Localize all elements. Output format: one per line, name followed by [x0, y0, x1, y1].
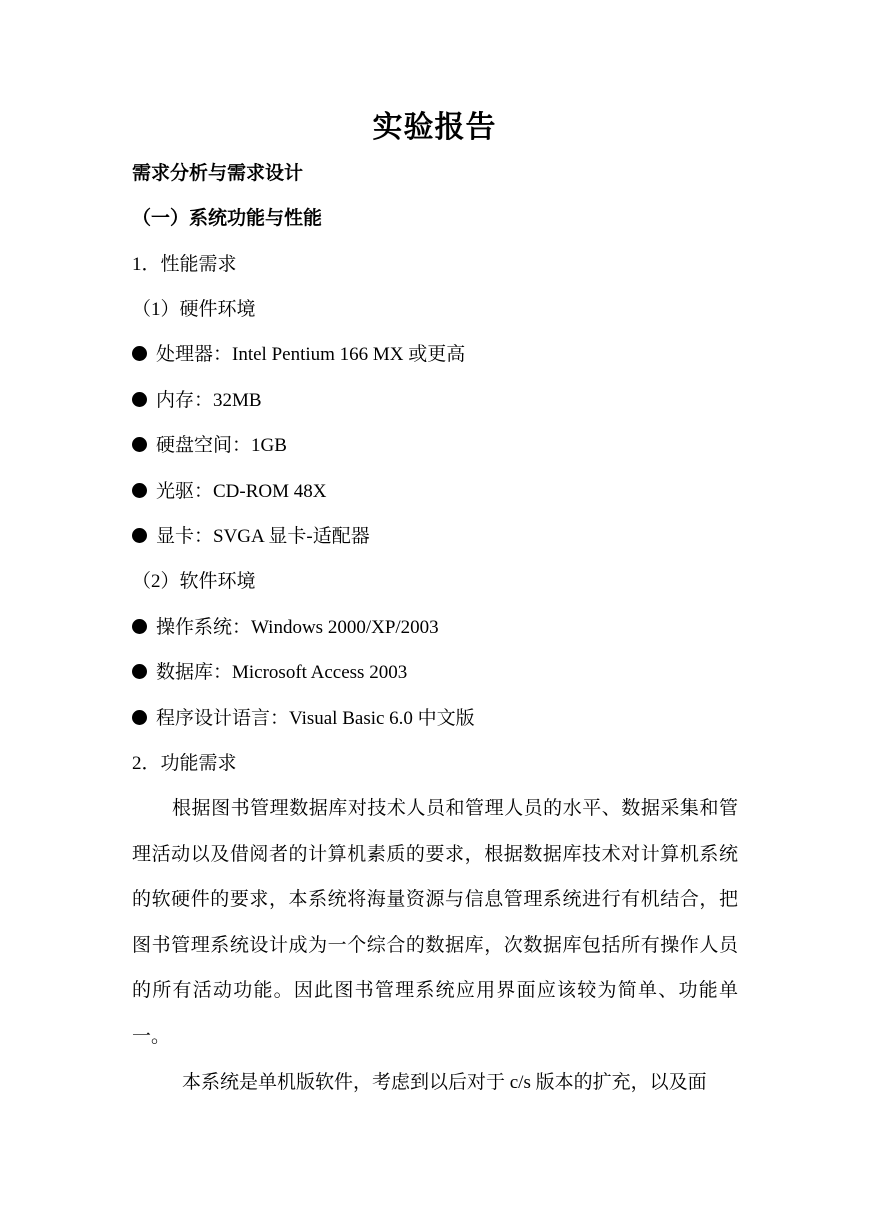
hardware-item-text: 显卡：SVGA 显卡-适配器: [156, 526, 370, 547]
hardware-item: [132, 477, 326, 507]
hardware-item: [132, 431, 287, 461]
bullet-icon: [132, 710, 147, 725]
hardware-item-text: 光驱：CD-ROM 48X: [156, 481, 327, 502]
section-heading: 需求分析与需求设计: [132, 163, 304, 184]
hardware-item-text: 内存：32MB: [156, 390, 262, 411]
software-item-text: 程序设计语言：Visual Basic 6.0 中文版: [156, 708, 475, 729]
performance-requirements-heading: 1．性能需求: [132, 254, 237, 275]
software-item-text: 操作系统：Windows 2000/XP/2003: [156, 617, 439, 638]
hardware-environment-heading: （1）硬件环境: [132, 299, 256, 320]
software-environment-heading: （2）软件环境: [132, 571, 256, 592]
hardware-item: [132, 386, 262, 416]
bullet-icon: [132, 437, 147, 452]
subsection-heading: （一）系统功能与性能: [132, 208, 323, 229]
software-item: [132, 658, 407, 688]
functional-requirements-heading: 2．功能需求: [132, 753, 237, 774]
bullet-icon: [132, 528, 147, 543]
bullet-icon: [132, 346, 147, 361]
hardware-item: [132, 340, 465, 370]
hardware-item: [132, 522, 370, 552]
bullet-icon: [132, 483, 147, 498]
hardware-item-text: 处理器：Intel Pentium 166 MX 或更高: [156, 344, 466, 365]
software-item: [132, 613, 439, 643]
hardware-item-text: 硬盘空间：1GB: [156, 435, 287, 456]
software-item-text: 数据库：Microsoft Access 2003: [156, 662, 408, 683]
document-title: 实验报告: [372, 111, 497, 144]
body-paragraph: 本系统是单机版软件，考虑到以后对于 c/s 版本的扩充，以及面: [182, 1072, 707, 1093]
bullet-icon: [132, 392, 147, 407]
software-item: [132, 704, 475, 734]
body-paragraph: 根据图书管理数据库对技术人员和管理人员的水平、数据采集和管理活动以及借阅者的计算机素质的要求，根据数据库技术对计算机系统的软硬件的要求，本系统将海量资源与信息管理系统进行有机结合，把图书管理系统设计成为一个综合的数据库，次数据库包括所有操作人员的所有活动功能。因此图书管理系统应用界面应该较为简单、功能单一。: [132, 798, 738, 1047]
bullet-icon: [132, 664, 147, 679]
bullet-icon: [132, 619, 147, 634]
